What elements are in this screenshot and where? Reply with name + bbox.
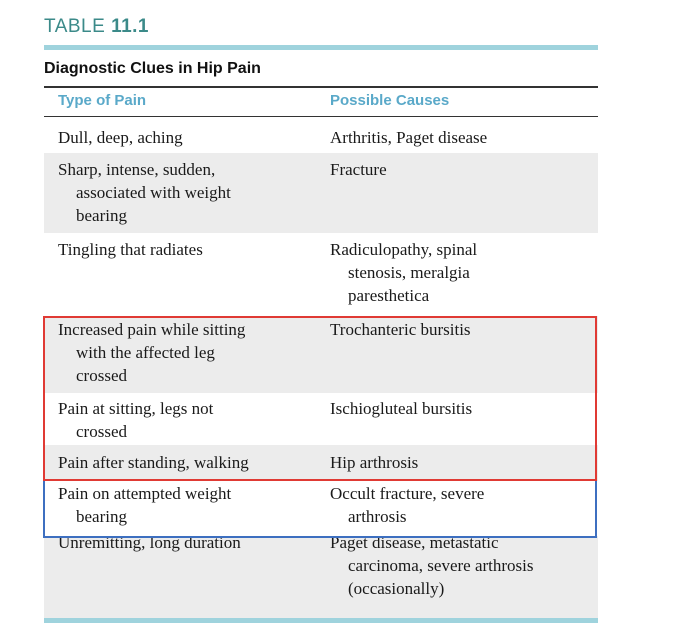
line: paresthetica	[348, 286, 430, 305]
blue-highlight-box	[43, 481, 597, 538]
red-highlight-box	[43, 316, 597, 481]
bottom-rule	[44, 618, 598, 623]
line: crossed	[76, 366, 127, 385]
table-row	[44, 533, 598, 618]
causes-cell	[330, 531, 592, 600]
title-rule	[44, 86, 598, 88]
line: Pain after standing, walking	[58, 453, 249, 472]
line: Occult fracture, severe	[330, 484, 485, 503]
line: crossed	[76, 422, 127, 441]
line: arthrosis	[348, 507, 407, 526]
line: Radiculopathy, spinal	[330, 240, 478, 259]
line: (occasionally)	[348, 579, 445, 598]
line: carcinoma, severe arthrosis	[348, 556, 534, 575]
column-header-causes: Possible Causes	[330, 92, 450, 109]
table-row	[44, 153, 598, 233]
line: Paget disease, metastatic	[330, 533, 499, 552]
table-row	[44, 121, 598, 153]
line: Unremitting, long duration	[58, 533, 241, 552]
table-label-prefix: TABLE	[44, 16, 106, 37]
type-cell	[58, 158, 318, 227]
line: Hip arthrosis	[330, 453, 419, 472]
line: Tingling that radiates	[58, 240, 203, 259]
line: Pain on attempted weight	[58, 484, 232, 503]
top-rule	[44, 45, 598, 50]
line: Trochanteric bursitis	[330, 320, 471, 339]
column-header-type: Type of Pain	[58, 92, 147, 109]
table-row	[44, 233, 598, 316]
line: Dull, deep, aching	[58, 128, 183, 147]
causes-cell	[330, 126, 592, 149]
table-label	[44, 16, 149, 38]
line: Pain at sitting, legs not	[58, 399, 214, 418]
line: Increased pain while sitting	[58, 320, 246, 339]
line: bearing	[76, 206, 127, 225]
causes-cell	[330, 158, 592, 181]
line: Ischiogluteal bursitis	[330, 399, 473, 418]
line: Arthritis, Paget disease	[330, 128, 488, 147]
line: associated with weight	[76, 183, 231, 202]
line: stenosis, meralgia	[348, 263, 470, 282]
type-cell	[58, 126, 318, 149]
header-rule	[44, 116, 598, 117]
causes-cell	[330, 238, 592, 307]
line: Fracture	[330, 160, 387, 179]
line: Sharp, intense, sudden,	[58, 160, 216, 179]
table-label-number: 11.1	[111, 16, 149, 37]
line: with the affected leg	[76, 343, 215, 362]
type-cell	[58, 238, 318, 261]
table-title: Diagnostic Clues in Hip Pain	[44, 60, 261, 77]
line: bearing	[76, 507, 127, 526]
